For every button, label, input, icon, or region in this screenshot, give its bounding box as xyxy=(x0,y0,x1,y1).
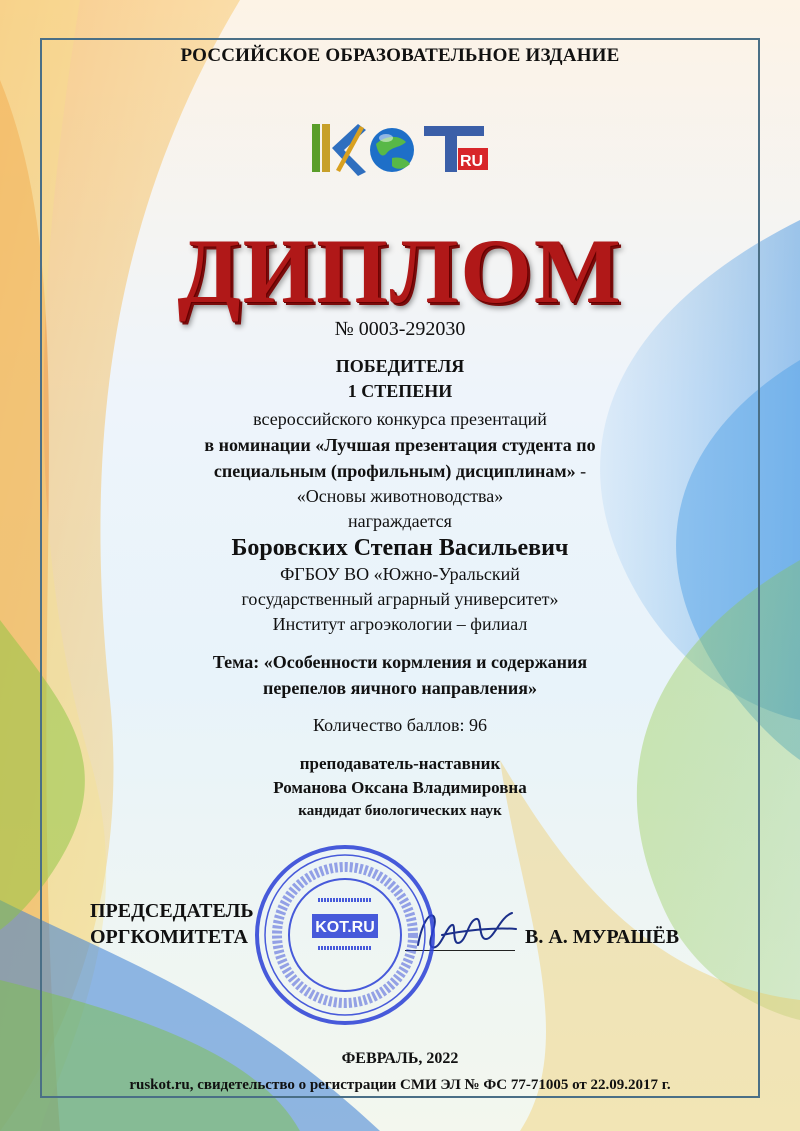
chair-title-line-1: ПРЕДСЕДАТЕЛЬ xyxy=(90,900,254,922)
theme-line-1: Тема: «Особенности кормления и содержания xyxy=(212,652,588,672)
publisher-title: РОССИЙСКОЕ ОБРАЗОВАТЕЛЬНОЕ ИЗДАНИЕ xyxy=(180,45,620,66)
degree-label: 1 СТЕПЕНИ xyxy=(347,381,453,401)
nomination-line-2-tail: - xyxy=(575,461,587,481)
nomination-line-1: в номинации «Лучшая презентация студента по xyxy=(204,435,596,455)
signer-name: В. А. МУРАШЁВ xyxy=(525,926,680,948)
subject-name: «Основы животноводства» xyxy=(296,486,504,506)
score-text: Количество баллов: 96 xyxy=(313,715,487,735)
logo-ru-text: RU xyxy=(460,153,484,170)
mentor-degree: кандидат биологических наук xyxy=(298,803,502,819)
organization-line-2: государственный аграрный университет» xyxy=(241,589,559,609)
awarded-label: награждается xyxy=(348,511,452,531)
organization-seal xyxy=(250,840,440,1030)
organization-line-1: ФГБОУ ВО «Южно-Уральский xyxy=(280,564,520,584)
nomination-line-2-bold: специальным (профильным) дисциплинам» xyxy=(213,461,576,481)
mentor-role: преподаватель-наставник xyxy=(299,754,501,773)
seal-text: KOT.RU xyxy=(315,919,375,936)
chair-title-line-2: ОРГКОМИТЕТА xyxy=(90,926,248,948)
mentor-name: Романова Оксана Владимировна xyxy=(273,778,527,797)
theme-line-2: перепелов яичного направления» xyxy=(262,678,538,698)
registration-info: ruskot.ru, свидетельство о регистрации СМИ ЭЛ № ФС 77-71005 от 22.09.2017 г. xyxy=(129,1077,671,1093)
nomination-line-2 xyxy=(0,461,800,482)
contest-name: всероссийского конкурса презентаций xyxy=(253,409,547,429)
issue-date: ФЕВРАЛЬ, 2022 xyxy=(341,1050,459,1067)
diploma-number: № 0003-292030 xyxy=(334,318,466,340)
recipient-name: Боровских Степан Васильевич xyxy=(231,535,569,561)
kot-ru-logo xyxy=(306,118,496,180)
diploma-title: ДИПЛОМ xyxy=(177,220,623,322)
winner-label: ПОБЕДИТЕЛЯ xyxy=(335,356,465,376)
organization-line-3: Институт агроэкологии – филиал xyxy=(272,614,528,634)
